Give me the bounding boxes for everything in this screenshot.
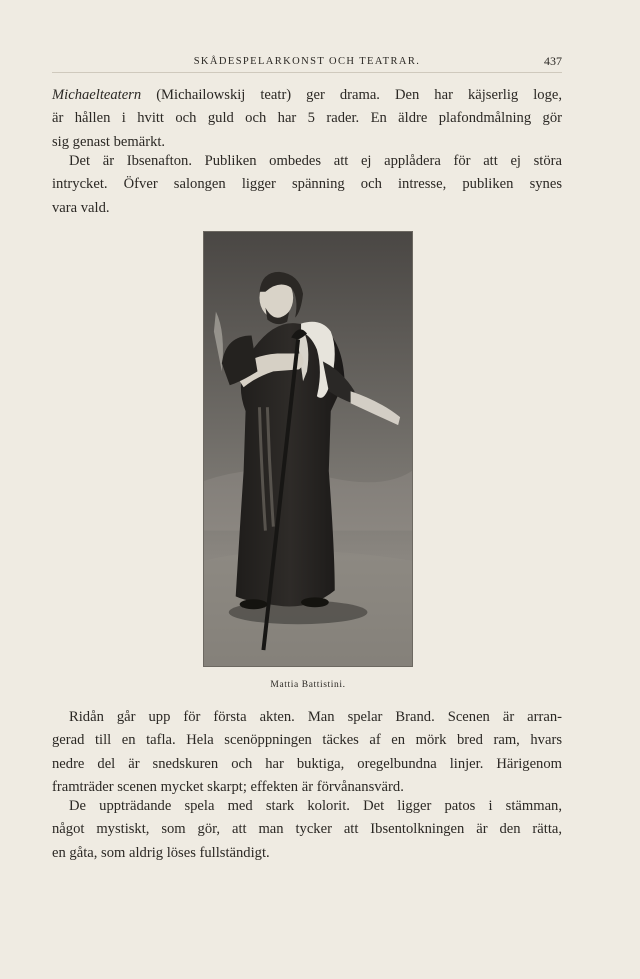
text-line: vara vald. (52, 199, 110, 216)
text-line (52, 84, 562, 107)
text-line-rest: (Michailowskij teatr) ger drama. Den har käjserlig loge, (156, 87, 562, 103)
text-line: gerad till en tafla. Hela scenöppningen täckes af en mörk bred ram, hvars (52, 732, 562, 749)
text-line: Det är Ibsenafton. Publiken ombedes att ej applådera för att ej störa (69, 153, 562, 169)
text-line: De uppträdande spela med stark kolorit. Det ligger patos i stämman, (69, 798, 562, 814)
text-line: är hållen i hvitt och guld och har 5 rader. En äldre plafondmålning gör (52, 110, 562, 127)
header-rule (52, 72, 562, 73)
text-line: framträder scenen mycket skarpt; effekten är förvånansvärd. (52, 778, 404, 795)
portrait-illustration (204, 232, 412, 666)
photo-caption: Mattia Battistini. (270, 680, 346, 690)
text-line: något mystiskt, som gör, att man tycker att Ibsentolkningen är den rätta, (52, 821, 562, 838)
text-line: sig genast bemärkt. (52, 133, 166, 150)
running-head (52, 54, 562, 70)
text-line: intrycket. Öfver salongen ligger spänning och intresse, publiken synes (52, 176, 562, 193)
text-line: en gåta, som aldrig löses fullständigt. (52, 844, 270, 861)
paragraph-performers (52, 795, 562, 865)
text-line: nedre del är snedskuren och har buktiga, oregelbundna linjer. Härigenom (52, 755, 562, 772)
theatre-name: Michaeltеatern (52, 87, 142, 103)
page-number: 437 (544, 54, 562, 68)
running-title: SKÅDESPELARKONST OCH TEATRAR. (193, 56, 421, 67)
paragraph-theatre (52, 84, 562, 154)
portrait-photo (203, 231, 413, 667)
paragraph-first-act (52, 706, 562, 799)
text-line: Ridån går upp för första akten. Man spelar Brand. Scenen är arran- (69, 709, 562, 725)
paragraph-ibsen-evening (52, 150, 562, 220)
